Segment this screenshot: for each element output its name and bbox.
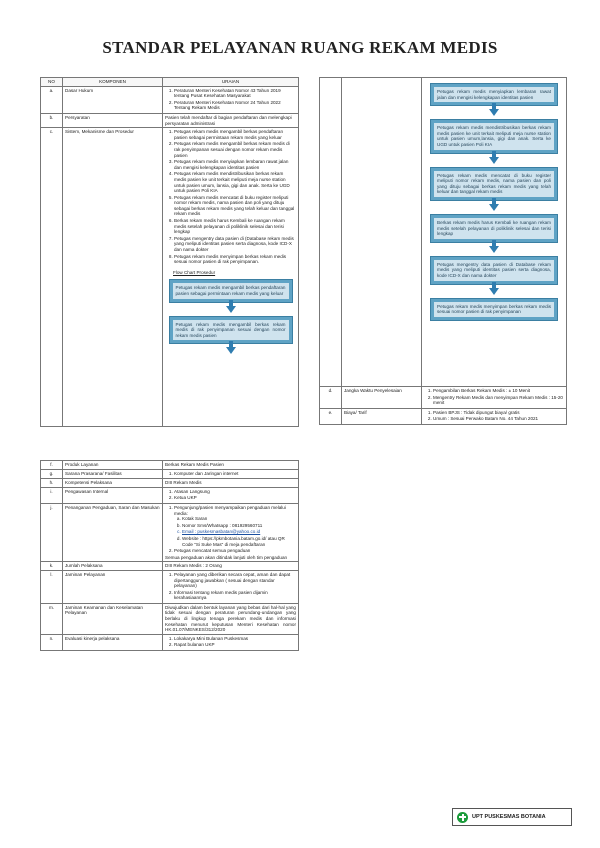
table-row [41,634,299,650]
table-row [41,461,299,470]
list-item: 8. Petugas rekam medis menyimpan berkas rekam medis sesuai nomor pasien di rak penyimpanan. [174,254,296,265]
table-row [41,562,299,571]
header-komponen: KOMPONEN [63,78,163,87]
row-no: f. [41,461,63,470]
row-no: m. [41,603,63,634]
header-no: NO [41,78,63,87]
list-item: 2. Ketua UKP [174,495,296,501]
row-komponen: Dasar Hukum [63,86,163,113]
sop-table-bottom [40,460,299,651]
list-item: 2. Peraturan Menteri Kesehatan Nomor 24 Tahun 2022 Tentang Rekam Medis [174,100,296,111]
list-item: 6. Berkas rekam medis harus Kembali ke ruangan rekam medis setelah pelayanan di poliklinik selesai dan terisi lengkap [174,218,296,235]
row-uraian [422,387,567,409]
flowchart-title: Flow Chart Prosedur [173,269,216,275]
row-uraian: Pasien telah mendaftar di bagian pendaftaran dan melengkapi persyaratan administrasi [163,113,299,127]
row-uraian: Diwujudkan dalam bentuk layanan yang bebas dari hal-hal yang tidak sesuai dengan peraturan perundang-undangan yang berlaku di lingkup tenaga perekam medis dan informasi Kesehatan menurut keputusan Menteri Kesehatan nomor HK.01.07/MENKES/312/2020 [163,603,299,634]
row-uraian [422,408,567,424]
row-komponen: Pengawasan Internal [63,487,163,503]
table-row [41,487,299,503]
sop-table-continued [319,77,567,425]
arrow-down-icon [489,109,499,116]
row-uraian: Berkas Rekam Medis Pasien [163,461,299,470]
row-komponen: Jaminan Keamanan dan Keselamatan Pelayanan [63,603,163,634]
row-komponen: Produk Layanan [63,461,163,470]
flowchart-step [169,316,293,345]
row-no: a. [41,86,63,113]
list-item: 2. Informasi tentang rekam medis pasien dijamin kerahasiaannya [174,590,296,601]
arrow-down-icon [226,306,236,313]
table-header-row [41,78,299,87]
row-no: e. [320,408,342,424]
list-item: c. Email : puskesmasbatan@yahoo.co.id [182,529,296,535]
flowchart-cell [422,78,567,387]
arrow-down-icon [489,204,499,211]
flowchart-step [430,167,558,201]
list-item: 5. Petugas rekam medis mencatat di buku register meliputi nomor rekam medis, nama pasien dan poli yang dituju sebagai berkas rekam medis yang telah keluar dan tanggal rekam medis [174,195,296,217]
row-note: Semua pengaduan akan ditindak lanjuti oleh tim pengaduan [165,554,288,560]
row-no: c. [41,128,63,427]
row-komponen: Jangka Waktu Penyelesaian [342,387,422,409]
list-item: 1. Pasien BPJS : Tidak dipungut biaya/ gratis [433,410,564,416]
row-komponen: Jumlah Pelaksana [63,562,163,571]
list-item: 2. Umum : Sesuai Perwako Batam No. 44 Tahun 2021 [433,416,564,422]
row-no: k. [41,562,63,571]
flowchart-step-text: Petugas rekam medis menyiapkan lembaran rawat jalan dan mengisi kelengkapan identitas pasien [434,87,554,102]
table-row [41,479,299,488]
row-no: h. [41,479,63,488]
table-row [41,503,299,561]
row-uraian [163,469,299,479]
list-item: 1. Pengambilan Berkas Rekam Medis : ± 10 Menit [433,388,564,394]
flowchart-step [430,119,558,153]
row-komponen: Sarana Prasarana/ Fasilitas [63,469,163,479]
list-item: 2. Rapat bulanan UKP [174,642,296,648]
row-no: l. [41,570,63,603]
list-item: 1. Peraturan Menteri Kesehatan Nomor 43 Tahun 2019 tentang Pusat Kesehatan Masyarakat [174,88,296,99]
list-item: 1. Komputer dan Jaringan internet [174,471,296,477]
row-komponen: Persyaratan [63,113,163,127]
flowchart-step-text: Petugas rekam medis menyimpan berkas rekam medis sesuai nomor pasien di rak penyimpanan [434,302,554,317]
list-item: a. Kotak Saran [182,516,296,522]
flowchart-step-text: Petugas rekam medis mencatat di buku register meliputi nomor rekam medis, nama pasien dan poli yang dituju sebagai berkas rekam medis yang telah keluar dan tanggal rekam medis [434,171,554,197]
list-item: 3. Petugas rekam medis menyiapkan lembaran rawat jalan dan mengisi kelengkapan identitas pasien [174,159,296,170]
flowchart-step-text: Berkas rekam medis harus Kembali ke ruangan rekam medis setelah pelayanan di poliklinik selesai dan terisi lengkap [434,218,554,239]
list-item: 7. Petugas mengentry data pasien di (Database rekam medis yang meliputi identitas pasien serta diagnosa, kode ICD-X dan nama dokter [174,236,296,253]
row-no: g. [41,469,63,479]
row-no: n. [41,634,63,650]
flowchart-step-text: Petugas rekam medis mengambil berkas pendaftaran pasien sebagai permintaan rekam medis yang keluar [173,283,289,298]
row-no: b. [41,113,63,127]
list-item: b. Nomor Sms/Whatsapp : 081929560711 [182,523,296,529]
row-no: i. [41,487,63,503]
page-title: STANDAR PELAYANAN RUANG REKAM MEDIS [102,38,498,57]
arrow-down-icon [489,157,499,164]
row-komponen: Biaya/ Tarif [342,408,422,424]
footer-badge [452,808,572,826]
table-row [320,387,567,409]
list-item: 2. Petugas mencatat semua pengaduan [174,548,296,554]
flowchart-step-text: Petugas mengentry data pasien di Database rekam medis yang meliputi identitas pasien serta diagnosa, kode ICD-X dan nama dokter [434,260,554,281]
arrow-down-icon [226,347,236,354]
table-row [41,86,299,113]
row-uraian [163,128,299,427]
row-uraian: DIII Rekam Medis [163,479,299,488]
row-komponen: Penanganan Pengaduan, Saran dan Masukan [63,503,163,561]
list-item: 1. Pengunjung/pasien menyampaikan pengaduan melalui media: a. Kotak Saran b. Nomor Sms/Whatsapp : 081929560711 c. Email : puskesmasbatan@yahoo.co.id d. Website : https://pkmbotania.batam.go.id/ atau QR Code "Si Suke Mas" di meja pendaftaran [174,505,296,547]
table-row [320,78,567,387]
list-item: 1. Atasan Langsung [174,489,296,495]
row-komponen: Kompetensi Pelaksana [63,479,163,488]
row-uraian: DIII Rekam Medis : 2 Orang [163,562,299,571]
puskesmas-logo-icon [457,812,468,823]
arrow-down-icon [489,288,499,295]
header-uraian: URAIAN [163,78,299,87]
flowchart-step [430,214,558,243]
flowchart-step-text: Petugas rekam medis mengambil berkas rekam medis di rak penyimpanan sesuai dengan nomor rekam medis pasien [173,320,289,341]
row-komponen: Sistem, Mekanisme dan Prosedur [63,128,163,427]
row-no: d. [320,387,342,409]
table-row [41,603,299,634]
table-row [320,408,567,424]
list-item: 4. Petugas rekam medis mendistribusikan berkas rekam medis pasien ke unit terkait meliputi meja nurse station untuk pasien umum, lansia, gigi dan anak. Serta ke UGD untuk pasien Poli KIA [174,171,296,193]
arrow-down-icon [489,246,499,253]
list-item: 2. Mengentry Rekam Medis dan menyimpan Rekam Medis : 15-20 menit [433,395,564,406]
table-row [41,469,299,479]
list-item: 1. Petugas rekam medis mengambil berkas pendaftaran pasien sebagai permintaan rekam medis yang keluar [174,129,296,140]
sop-table-main [40,77,299,427]
row-uraian [163,503,299,561]
row-uraian [163,487,299,503]
table-row [41,128,299,427]
row-uraian [163,570,299,603]
flowchart-step-text: Petugas rekam medis mendistribusikan berkas rekam medis pasien ke unit terkait meliputi meja nurse station untuk pasien umum,lansia, gigi dan anak. Serta ke UGD untuk pasien Poli KIA [434,123,554,149]
flowchart-step [430,298,558,321]
row-uraian [163,634,299,650]
table-row [41,113,299,127]
row-uraian [163,86,299,113]
row-komponen: Jaminan Pelayanan [63,570,163,603]
row-komponen: Evaluasi kinerja pelaksana [63,634,163,650]
row-no: j. [41,503,63,561]
list-item: 1. Lokakarya Mini Bulanan Puskesmas [174,636,296,642]
list-item: 1. Pelayanan yang diberikan secara cepat, aman dan dapat dipertanggung jawabkan ( sesuai dengan standar pelayanan) [174,572,296,589]
list-item: d. Website : https://pkmbotania.batam.go.id/ atau QR Code "Si Suke Mas" di meja pendaftaran [182,536,296,547]
flowchart-step [430,256,558,285]
table-row [41,570,299,603]
list-item: 2. Petugas rekam medis mengambil berkas rekam medis di rak penyimpanan sesuai dengan nomor rekam medis pasien [174,141,296,158]
footer-label: UPT PUSKESMAS BOTANIA [472,814,546,820]
